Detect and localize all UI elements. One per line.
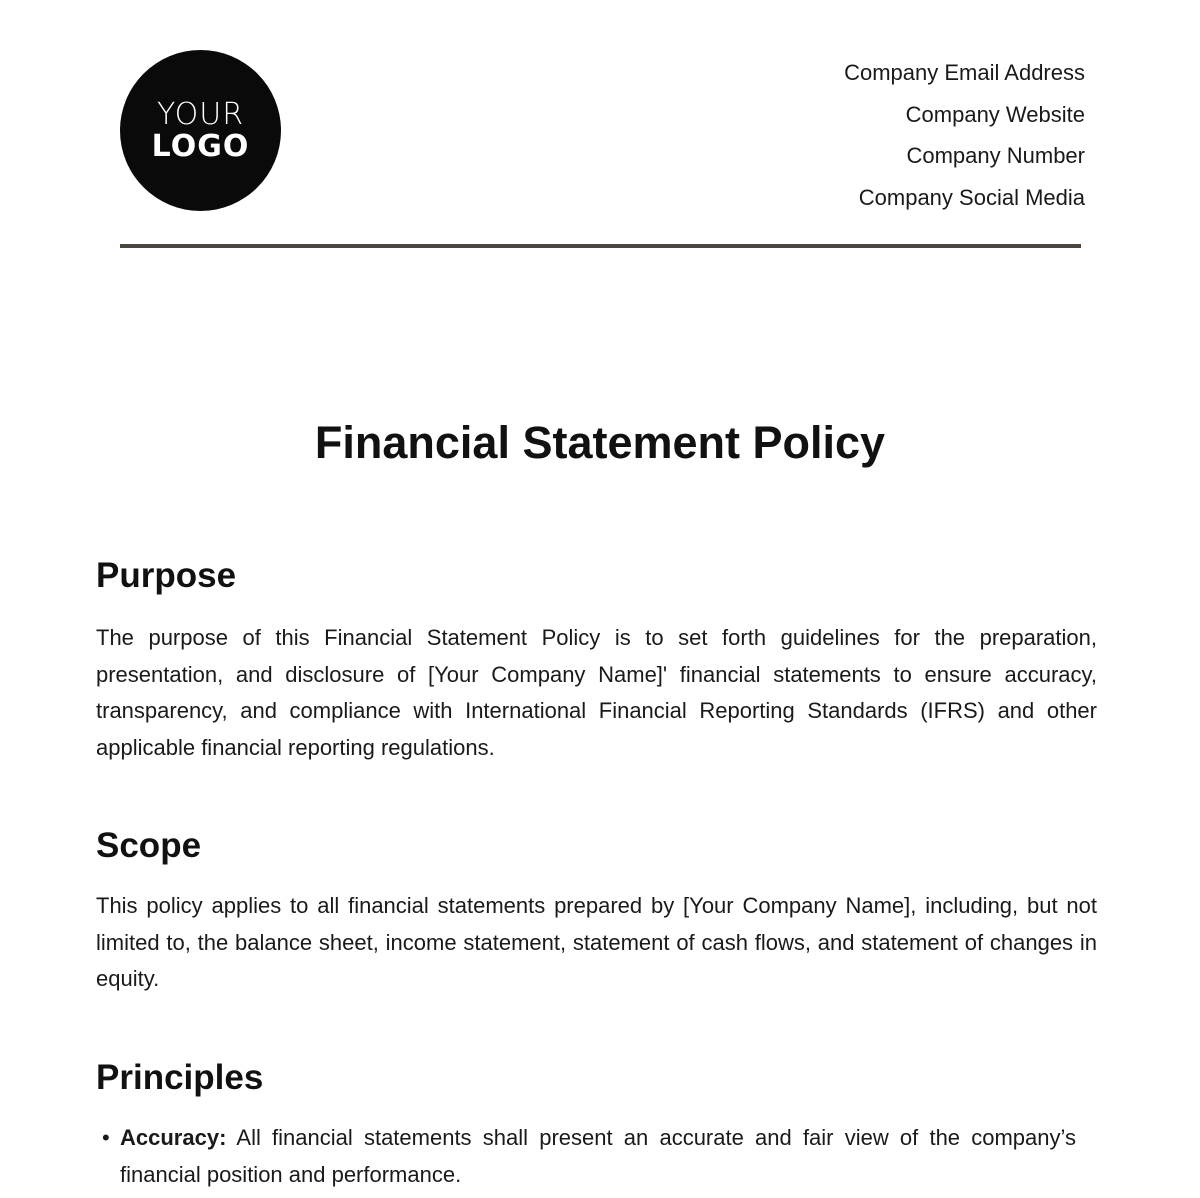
company-email: Company Email Address: [844, 60, 1085, 85]
principle-text: All financial statements shall present an accurate and fair view of the company’s financial position and performance.: [120, 1125, 1077, 1187]
list-item: [96, 1120, 1076, 1193]
section-body-scope: This policy applies to all financial statements prepared by [Your Company Name], including, but not limited to, the balance sheet, income statement, statement of cash flows, and statement of changes in equity.: [96, 893, 1097, 991]
header-divider: [120, 244, 1081, 248]
logo-text-top: YOUR: [156, 96, 245, 132]
principle-term: Accuracy:: [120, 1125, 227, 1150]
logo-text-bottom: LOGO: [151, 128, 250, 164]
company-website: Company Website: [905, 101, 1085, 127]
company-number: Company Number: [906, 143, 1085, 168]
company-contact-block: [844, 52, 1085, 218]
principles-list: [96, 1120, 1076, 1193]
bullet-icon: •: [102, 1125, 110, 1150]
section-heading-principles: Principles: [96, 1058, 264, 1097]
section-heading-purpose: Purpose: [96, 556, 237, 595]
company-logo: [120, 50, 281, 211]
document-title: Financial Statement Policy: [314, 417, 886, 468]
company-social-media: Company Social Media: [858, 184, 1085, 210]
section-body-purpose: The purpose of this Financial Statement Policy is to set forth guidelines for the preparation, presentation, and disclosure of [Your Company Name]' financial statements to ensure accuracy, transparency, and compliance with International Financial Reporting Standards (IFRS) and other applicable financial reporting regulations.: [96, 625, 1097, 760]
section-heading-scope: Scope: [96, 826, 202, 865]
